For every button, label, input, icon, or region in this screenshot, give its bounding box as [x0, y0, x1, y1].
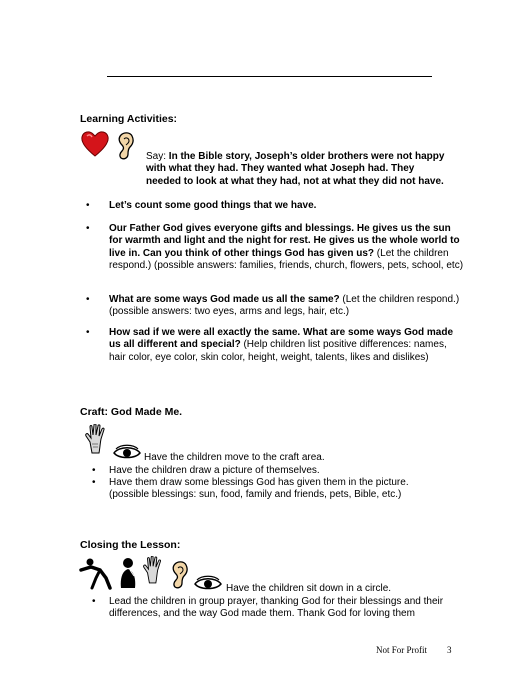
hand-icon [142, 556, 166, 584]
hand-icon [84, 424, 110, 454]
craft-bullet-1: Have the children draw a picture of themselves. [109, 465, 320, 476]
heart-icon [80, 130, 110, 158]
page-number: 3 [447, 645, 452, 655]
closing-heading: Closing the Lesson: [80, 539, 181, 551]
bullet-bold-text: Let’s count some good things that we have. [109, 200, 317, 211]
bullet-dot: • [86, 294, 90, 305]
learning-bullet-3 [109, 294, 464, 319]
eye-icon [113, 444, 141, 460]
eye-icon [194, 575, 222, 591]
praying-child-icon [117, 557, 139, 589]
bullet-bold-text: Our Father God gives everyone gifts and blessings. He gives us the sun for warmth and light and the night for rest. He gives us the whole world to live in. Can you think of other things God has given us? [109, 223, 460, 259]
bullet-bold-text: What are some ways God made us all the same? [109, 294, 340, 305]
bullet-dot: • [92, 465, 96, 476]
learning-bullet-4 [109, 327, 464, 364]
bullet-normal-text: (Let the children respond.) (possible answers: two eyes, arms and legs, hair, etc.) [109, 294, 460, 318]
closing-bullet-1: Lead the children in group prayer, thanking God for their blessings and their differences, and the way God made them. Thank God for loving them [109, 596, 444, 620]
closing-instruction: Have the children sit down in a circle. [226, 583, 392, 594]
bullet-dot: • [86, 200, 90, 211]
learning-heading: Learning Activities: [80, 113, 178, 125]
learning-bullet-2 [109, 223, 464, 273]
bullet-bold-text: How sad if we were all exactly the same. What are some ways God made us all different and special? [109, 327, 454, 351]
bullet-normal-text: (Help children list positive differences: names, hair color, eye color, skin color, height, weight, talents, likes and dislikes) [109, 339, 447, 363]
ear-icon [116, 131, 136, 161]
bullet-dot: • [86, 327, 90, 338]
stretching-person-icon [78, 556, 114, 590]
say-intro-text [146, 151, 446, 188]
bullet-dot: • [92, 477, 96, 488]
bullet-dot: • [86, 223, 90, 234]
craft-instruction: Have the children move to the craft area. [144, 452, 325, 463]
craft-bullet-2: Have them draw some blessings God has given them in the picture. (possible blessings: sun, food, family and friends, pets, Bible, etc.) [109, 477, 409, 501]
ear-icon [170, 560, 190, 590]
bullet-normal-text: (Let the children respond.) (possible answers: families, friends, church, flowers, pets, school, etc) [109, 247, 464, 272]
intro-text: In the Bible story, Joseph’s older brothers were not happy with what they had. They wanted what Joseph had. They needed to look at what they had, not at what they did not have. [146, 151, 445, 187]
footer-text: Not For Profit [376, 645, 428, 655]
craft-heading: Craft: God Made Me. [80, 406, 183, 418]
bullet-dot: • [92, 596, 96, 607]
learning-bullet-1 [109, 200, 464, 212]
top-rule [107, 76, 432, 77]
say-label: Say: [146, 151, 167, 162]
